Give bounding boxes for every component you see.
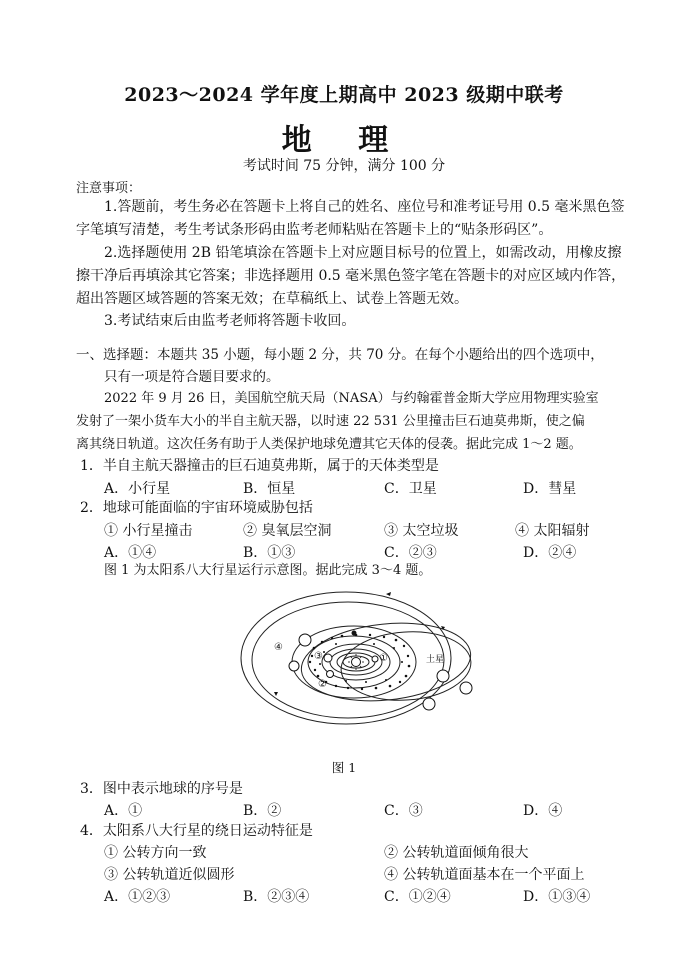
q3-option-d: D．④ [523, 803, 563, 819]
question-4-stem: 4．太阳系八大行星的绕日运动特征是 [80, 823, 313, 839]
material-line-3: 离其绕日轨道。这次任务有助于人类保护地球免遭其它天体的侵袭。据此完成 1～2 题。 [76, 437, 582, 452]
q1-option-d: D．彗星 [523, 481, 577, 497]
solar-system-diagram [236, 586, 491, 741]
figure-caption: 图 1 [331, 760, 357, 775]
q4-option-c: C．①②④ [384, 889, 451, 905]
label-saturn: 土星 [426, 655, 445, 665]
label-4: ④ [274, 642, 283, 653]
q2-option-c: C．②③ [384, 545, 437, 561]
label-3: ③ [314, 651, 323, 662]
q3-option-a: A．① [104, 803, 143, 819]
planet-2 [327, 671, 334, 678]
section-heading-line-1: 一、选择题：本题共 35 小题，每小题 2 分，共 70 分。在每个小题给出的四个选项中， [76, 347, 604, 363]
comet-dot [352, 631, 357, 636]
notice-1-line-2: 字笔填写清楚，考生考试条形码由监考老师粘贴在答题卡上的“贴条形码区”。 [76, 222, 553, 238]
q3-option-b: B．② [243, 803, 282, 819]
orbit-arrow-left [274, 692, 278, 696]
q1-option-c: C．卫星 [384, 481, 437, 497]
q4-option-d: D．①③④ [523, 889, 591, 905]
figure-intro: 图 1 为太阳系八大行星运行示意图。据此完成 3～4 题。 [104, 563, 432, 578]
material-line-2: 发射了一架小货车大小的半自主航天器，以时速 22 531 公里撞击巨石迪莫弗斯，使之偏 [76, 414, 585, 429]
question-3-stem: 3．图中表示地球的序号是 [80, 781, 243, 797]
planet-jupiter [299, 634, 311, 646]
subject-title: 地 理 [281, 123, 407, 158]
planet-3 [324, 654, 332, 662]
orbit-arrow-top [386, 592, 391, 596]
q4-item-2: ② 公转轨道面倾角很大 [384, 845, 529, 861]
q2-option-b: B．①③ [243, 545, 296, 561]
q1-option-a: A．小行星 [104, 481, 171, 497]
q4-item-1: ① 公转方向一致 [104, 845, 207, 861]
notice-3-line-1: 3.考试结束后由监考老师将答题卡收回。 [104, 313, 356, 329]
planet-1 [372, 656, 378, 662]
notice-2-line-2: 擦干净后再填涂其它答案；非选择题用 0.5 毫米黑色签字笔在答题卡的对应区域内作答， [76, 268, 626, 284]
notice-2-line-3: 超出答题区域答题的答案无效；在草稿纸上、试卷上答题无效。 [76, 291, 468, 307]
q2-option-a: A．①④ [104, 545, 157, 561]
exam-time: 考试时间 75 分钟，满分 100 分 [242, 158, 446, 174]
q4-item-4: ④ 公转轨道面基本在一个平面上 [384, 867, 585, 883]
notice-1-line-1: 1.答题前，考生务必在答题卡上将自己的姓名、座位号和准考证号用 0.5 毫米黑色签 [104, 199, 625, 215]
planet-neptune [423, 698, 435, 710]
q4-option-a: A．①②③ [104, 889, 171, 905]
label-2: ② [318, 679, 327, 690]
question-1-stem: 1．半自主航天器撞击的巨石迪莫弗斯，属于的天体类型是 [80, 458, 439, 474]
planet-saturn [437, 670, 449, 682]
q2-item-4: ④ 太阳辐射 [515, 523, 590, 539]
q4-option-b: B．②③④ [243, 889, 310, 905]
q1-option-b: B．恒星 [243, 481, 296, 497]
exam-title: 2023～2024 学年度上期高中 2023 级期中联考 [124, 84, 564, 106]
q2-item-2: ② 臭氧层空洞 [243, 523, 332, 539]
q3-option-c: C．③ [384, 803, 423, 819]
planet-outer-left [289, 661, 299, 671]
planet-uranus [460, 682, 472, 694]
material-line-1: 2022 年 9 月 26 日，美国航空航天局（NASA）与约翰霍普金斯大学应用物理实验室 [104, 391, 599, 406]
q2-option-d: D．②④ [523, 545, 577, 561]
section-heading-line-2: 只有一项是符合题目要求的。 [104, 369, 280, 385]
q4-item-3: ③ 公转轨道近似圆形 [104, 867, 235, 883]
q2-item-1: ① 小行星撞击 [104, 523, 193, 539]
question-2-stem: 2．地球可能面临的宇宙环境威胁包括 [80, 500, 313, 516]
orbit-outer-2 [252, 602, 444, 718]
notice-2-line-1: 2.选择题使用 2B 铅笔填涂在答题卡上对应题目标号的位置上，如需改动，用橡皮擦 [104, 245, 622, 261]
q2-item-3: ③ 太空垃圾 [384, 523, 459, 539]
label-1: ① [379, 653, 388, 664]
notice-title: 注意事项： [76, 181, 142, 196]
